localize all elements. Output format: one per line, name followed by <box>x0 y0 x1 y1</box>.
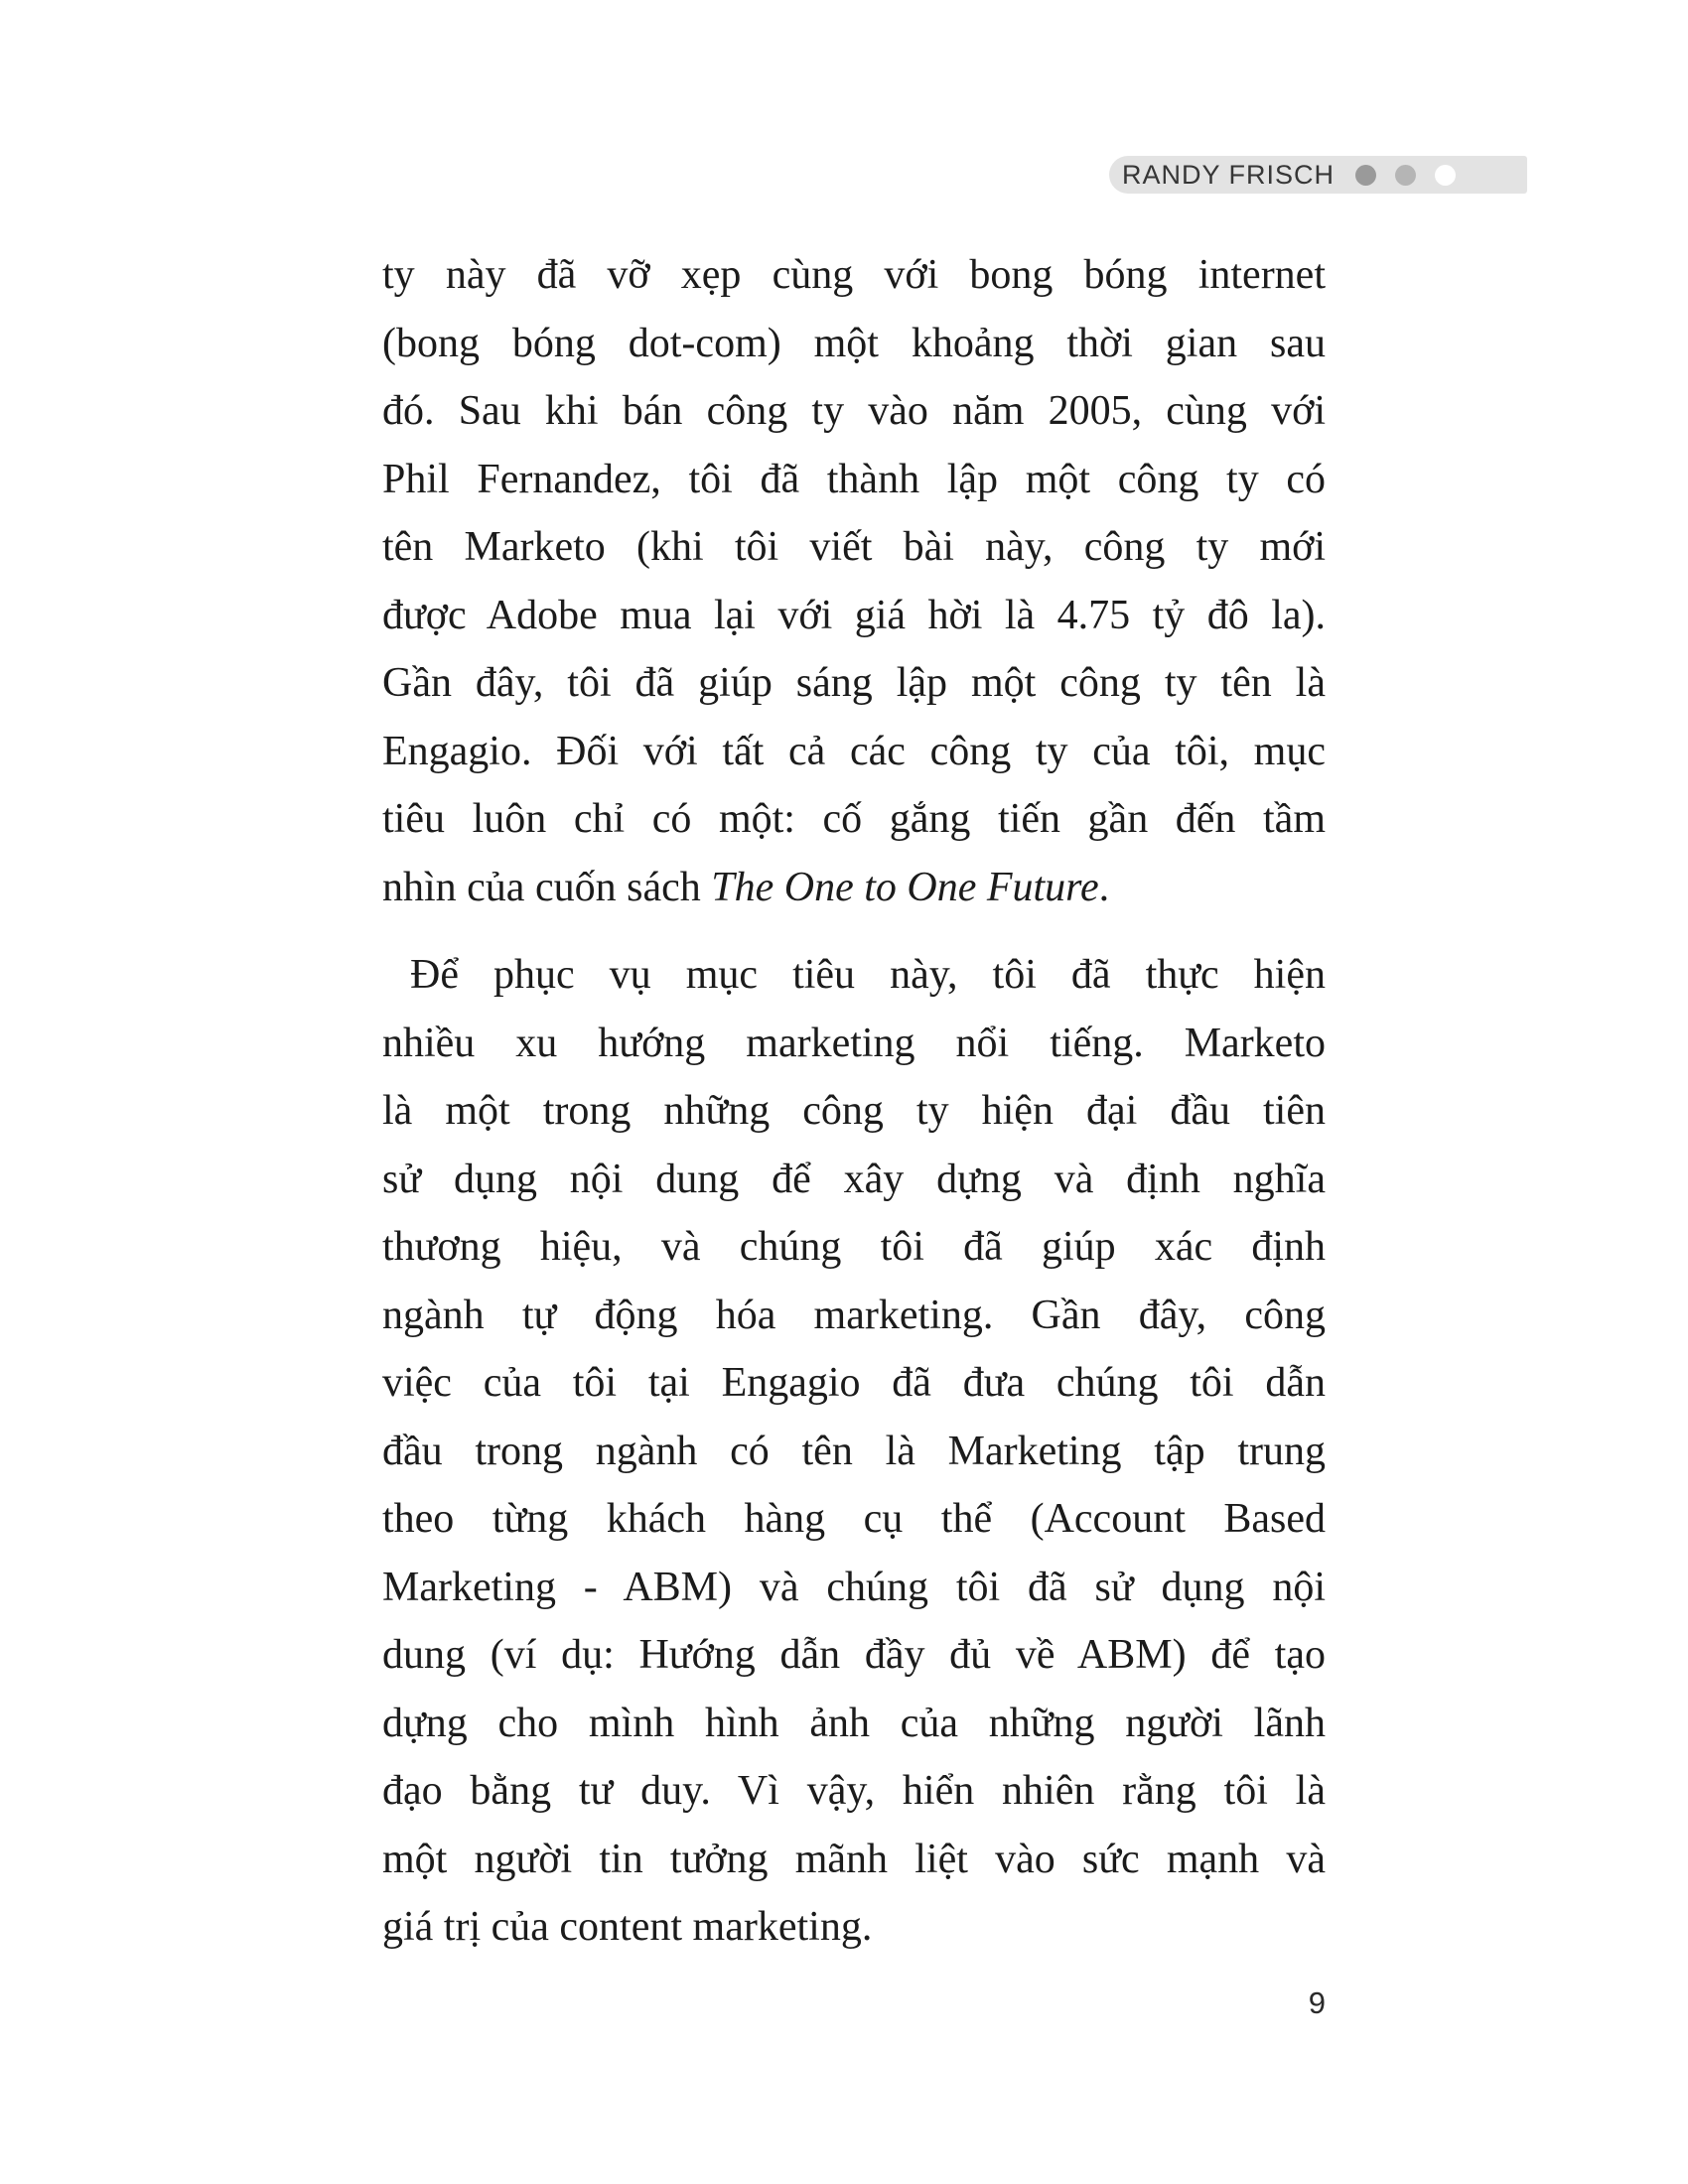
text-line: dựng cho mình hình ảnh của những người lãnh <box>382 1700 1326 1746</box>
text-line: theo từng khách hàng cụ thể (Account Based <box>382 1496 1326 1542</box>
text-line: dung (ví dụ: Hướng dẫn đầy đủ về ABM) để tạo <box>382 1632 1326 1678</box>
text-line: ty này đã vỡ xẹp cùng với bong bóng internet <box>382 252 1326 298</box>
text-line: đó. Sau khi bán công ty vào năm 2005, cùng với <box>382 388 1326 434</box>
text-line: Engagio. Đối với tất cả các công ty của tôi, mục <box>382 728 1326 774</box>
text-line: giá trị của content marketing. <box>382 1904 873 1950</box>
text-line: một người tin tưởng mãnh liệt vào sức mạnh và <box>382 1836 1326 1882</box>
header-dot-medium-icon <box>1395 165 1416 186</box>
text-line: Gần đây, tôi đã giúp sáng lập một công ty tên là <box>382 660 1326 706</box>
text-line: tên Marketo (khi tôi viết bài này, công ty mới <box>382 524 1326 570</box>
text-line: là một trong những công ty hiện đại đầu tiên <box>382 1088 1326 1134</box>
header-dot-white-icon <box>1435 165 1456 186</box>
text-line: tiêu luôn chỉ có một: cố gắng tiến gần đến tầm <box>382 796 1326 842</box>
text-line: thương hiệu, và chúng tôi đã giúp xác định <box>382 1224 1326 1270</box>
running-head-author: RANDY FRISCH <box>1122 159 1336 190</box>
text-line: đạo bằng tư duy. Vì vậy, hiển nhiên rằng tôi là <box>382 1768 1326 1814</box>
text-line: được Adobe mua lại với giá hời là 4.75 tỷ đô la). <box>382 592 1326 638</box>
text-line: đầu trong ngành có tên là Marketing tập trung <box>382 1428 1326 1474</box>
header-band <box>1109 156 1527 194</box>
page-number: 9 <box>1308 1985 1326 2020</box>
text-line: Phil Fernandez, tôi đã thành lập một công ty có <box>382 456 1326 502</box>
text-line: việc của tôi tại Engagio đã đưa chúng tôi dẫn <box>382 1360 1326 1406</box>
text-line: nhiều xu hướng marketing nổi tiếng. Marketo <box>382 1020 1326 1066</box>
paragraph <box>382 241 1326 921</box>
text-line: nhìn của cuốn sách The One to One Future. <box>382 864 1110 910</box>
book-title-italic: The One to One Future <box>711 864 1099 910</box>
body-text <box>382 241 1326 1962</box>
text-line: ngành tự động hóa marketing. Gần đây, công <box>382 1292 1326 1338</box>
text-line: (bong bóng dot-com) một khoảng thời gian sau <box>382 320 1326 366</box>
header-dots <box>1355 165 1456 186</box>
header-dot-dark-icon <box>1355 165 1376 186</box>
text-line: Marketing - ABM) và chúng tôi đã sử dụng nội <box>382 1564 1326 1610</box>
text-line: Để phục vụ mục tiêu này, tôi đã thực hiện <box>410 952 1326 998</box>
text-line: sử dụng nội dung để xây dựng và định nghĩa <box>382 1156 1326 1202</box>
paragraph <box>382 941 1326 1962</box>
